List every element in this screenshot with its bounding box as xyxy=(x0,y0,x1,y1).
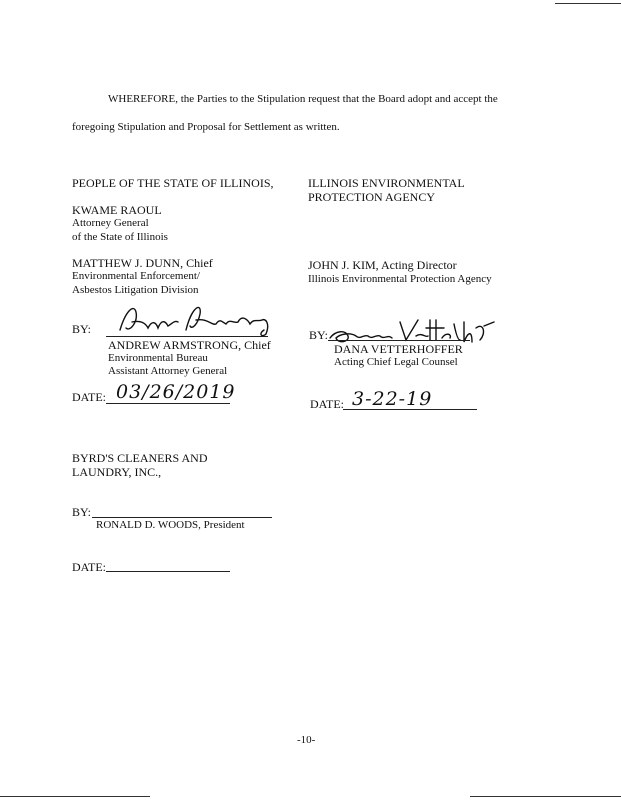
chief-title-2: Asbestos Litigation Division xyxy=(72,284,199,296)
people-date-line xyxy=(106,403,230,404)
iepa-signature-line xyxy=(328,340,470,341)
byrds-date-line xyxy=(106,571,230,572)
armstrong-signature xyxy=(112,300,282,340)
vetterhoffer-title: Acting Chief Legal Counsel xyxy=(334,356,458,368)
iepa-heading-2: PROTECTION AGENCY xyxy=(308,190,436,204)
scan-edge-bottom-left xyxy=(0,796,150,797)
armstrong-name: ANDREW ARMSTRONG, Chief xyxy=(108,338,271,352)
people-date-value: 03/26/2019 xyxy=(116,381,236,403)
chief-title-1: Environmental Enforcement/ xyxy=(72,270,200,282)
vetterhoffer-name: DANA VETTERHOFFER xyxy=(334,342,463,356)
armstrong-title-1: Environmental Bureau xyxy=(108,352,208,364)
people-by-label: BY: xyxy=(72,322,91,336)
scan-edge-top-right xyxy=(555,3,621,4)
iepa-date-value: 3-22-19 xyxy=(352,388,433,410)
byrds-heading-2: LAUNDRY, INC., xyxy=(72,465,162,479)
ag-name: KWAME RAOUL xyxy=(72,203,162,217)
woods-name: RONALD D. WOODS, President xyxy=(96,519,245,531)
iepa-date-label: DATE: xyxy=(310,397,344,411)
byrds-heading-1: BYRD'S CLEANERS AND xyxy=(72,451,208,465)
page-number: -10- xyxy=(297,734,316,746)
ag-title-1: Attorney General xyxy=(72,217,149,229)
armstrong-title-2: Assistant Attorney General xyxy=(108,365,228,377)
people-date-label: DATE: xyxy=(72,390,106,404)
chief-name: MATTHEW J. DUNN, Chief xyxy=(72,256,213,270)
scan-edge-bottom-right xyxy=(470,796,621,797)
iepa-by-label: BY: xyxy=(309,328,328,342)
people-heading: PEOPLE OF THE STATE OF ILLINOIS, xyxy=(72,176,274,190)
iepa-date-line xyxy=(343,409,477,410)
wherefore-line-2: foregoing Stipulation and Proposal for Settlement as written. xyxy=(72,121,340,133)
director-title: Illinois Environmental Protection Agency xyxy=(308,273,492,285)
byrds-signature-line xyxy=(92,517,272,518)
ag-title-2: of the State of Illinois xyxy=(72,231,168,243)
people-signature-line xyxy=(106,336,268,337)
director-name: JOHN J. KIM, Acting Director xyxy=(308,258,457,272)
byrds-date-label: DATE: xyxy=(72,560,106,574)
byrds-by-label: BY: xyxy=(72,505,91,519)
iepa-heading-1: ILLINOIS ENVIRONMENTAL xyxy=(308,176,465,190)
wherefore-line-1: WHEREFORE, the Parties to the Stipulation request that the Board adopt and accept the xyxy=(108,93,498,105)
